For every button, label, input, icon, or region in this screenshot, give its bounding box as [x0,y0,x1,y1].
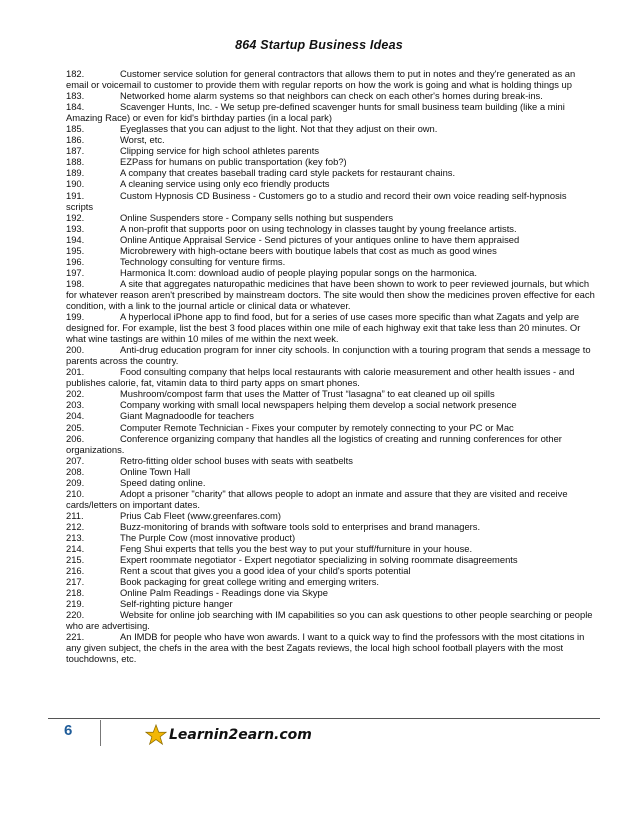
item-text: Company working with small local newspapers helping them develop a social network presence [120,399,517,411]
item-number: 219. [66,598,85,610]
item-number: 192. [66,211,85,223]
list-item [66,433,596,455]
item-text: Technology consulting for venture firms. [120,255,286,267]
item-number: 190. [66,178,85,190]
item-text: Expert roommate negotiator - Expert negotiator specializing in solving roommate disagreements [120,554,518,566]
list-item [66,68,596,90]
list-item [66,190,596,212]
list-item [66,521,596,532]
learnin2earn-logo [145,722,312,748]
list-item [66,90,596,101]
list-item [66,256,596,267]
item-text: A non-profit that supports poor on using technology in classes taught by young freelance artists. [120,222,517,234]
list-item [66,466,596,477]
item-text: Harmonica It.com: download audio of people playing popular songs on the harmonica. [120,266,477,278]
list-item [66,134,596,145]
list-item [66,410,596,421]
item-text: Food consulting company that helps local restaurants with calorie measurement and other health issues - and publishes calorie, fat, vitamin data to third party apps on smart phones. [66,366,575,389]
list-item [66,598,596,609]
item-text: A company that creates baseball trading card style packets for restaurant chains. [120,167,456,179]
page-title: 864 Startup Business Ideas [235,38,403,52]
item-number: 197. [66,266,85,278]
item-number: 209. [66,476,85,488]
item-text: Online Palm Readings - Readings done via Skype [120,587,328,599]
list-item [66,278,596,311]
item-number: 196. [66,255,85,267]
item-text: Eyeglasses that you can adjust to the light. Not that they adjust on their own. [120,123,438,135]
list-item [66,123,596,134]
item-text: Self-righting picture hanger [120,598,233,610]
item-number: 201. [66,366,85,378]
list-item [66,344,596,366]
item-number: 204. [66,410,85,422]
list-item [66,212,596,223]
item-number: 208. [66,465,85,477]
list-item [66,565,596,576]
item-number: 218. [66,587,85,599]
item-text: The Purple Cow (most innovative product) [120,531,296,543]
list-item [66,576,596,587]
item-text: Mushroom/compost farm that uses the Matter of Trust “lasagna” to eat cleaned up oil spills [120,388,495,400]
item-text: Clipping service for high school athletes parents [120,145,320,157]
item-text: Online Town Hall [120,465,191,477]
list-item [66,366,596,388]
item-number: 199. [66,311,85,323]
item-text: A cleaning service using only eco friendly products [120,178,330,190]
page-number: 6 [64,722,73,739]
list-item [66,399,596,410]
item-text: A site that aggregates naturopathic medicines that have been shown to work to peer reviewed journals, but which for whatever reason aren't prescribed by mainstream doctors. The site would then show the medicines proven effective for each condition, with a link to the journal article or clinical data or whatever. [66,277,595,311]
item-text: Microbrewery with high-octane beers with boutique labels that cost as much as good wines [120,244,497,256]
list-item [66,488,596,510]
item-number: 207. [66,454,85,466]
list-item [66,510,596,521]
list-item [66,167,596,178]
item-text: An IMDB for people who have won awards. I want to a quick way to find the professors with the most citations in any given subject, the chefs in the area with the best Zagats reviews, the local high school football players with the most touchdowns, etc. [66,631,585,665]
list-item [66,631,596,664]
item-text: Online Antique Appraisal Service - Send pictures of your antiques online to have them appraised [120,233,520,245]
item-text: EZPass for humans on public transportation (key fob?) [120,156,347,168]
list-item [66,543,596,554]
item-text: Customer service solution for general contractors that allows them to put in notes and they're generated as an email or voicemail to customer to provide them with regular reports on how the work is going and what is holding things up [66,68,576,91]
list-item [66,609,596,631]
item-number: 211. [66,509,84,521]
item-number: 184. [66,101,85,113]
logo-text: Learnin2earn.com [169,727,312,743]
list-item [66,178,596,189]
item-text: Prius Cab Fleet (www.greenfares.com) [120,509,281,521]
list-item [66,101,596,123]
item-number: 200. [66,344,85,356]
item-text: Giant Magnadoodle for teachers [120,410,254,422]
list-item [66,455,596,466]
item-number: 206. [66,432,85,444]
item-number: 202. [66,388,85,400]
item-text: Retro-fitting older school buses with seats with seatbelts [120,454,353,466]
footer-divider [48,718,600,719]
item-number: 186. [66,134,85,146]
item-number: 189. [66,167,85,179]
list-item [66,422,596,433]
item-number: 194. [66,233,85,245]
item-text: Custom Hypnosis CD Business - Customers go to a studio and record their own voice reading self-hypnosis scripts [66,189,567,212]
item-number: 212. [66,520,85,532]
item-text: Networked home alarm systems so that neighbors can check on each other's homes during break-ins. [120,90,543,102]
item-text: Speed dating online. [120,476,206,488]
list-item [66,245,596,256]
list-item [66,156,596,167]
item-text: A hyperlocal iPhone app to find food, but for a series of use cases more specific than what Zagats and yelp are designed for. For example, list the best 3 food places within one mile of each highway exit that take less than 20 minutes. Or what wine tastings are within 10 miles of me within the next week. [66,311,581,345]
item-number: 221. [66,631,85,643]
list-item [66,267,596,278]
list-item [66,145,596,156]
idea-list [66,68,596,665]
item-number: 193. [66,222,85,234]
item-text: Website for online job searching with IM capabilities so you can ask questions to other people searching or people who are advertising. [66,609,593,632]
item-text: Adopt a prisoner "charity" that allows people to adopt an inmate and assure that they are visited and receive cards/letters on important dates. [66,487,568,510]
item-number: 205. [66,421,85,433]
item-number: 215. [66,554,85,566]
item-number: 183. [66,90,85,102]
item-number: 191. [66,189,85,201]
list-item [66,388,596,399]
star-icon [145,724,167,746]
list-item [66,532,596,543]
item-number: 198. [66,277,85,289]
item-text: Computer Remote Technician - Fixes your computer by remotely connecting to your PC or Mac [120,421,514,433]
list-item [66,554,596,565]
list-item [66,587,596,598]
item-text: Worst, etc. [120,134,165,146]
list-item [66,223,596,234]
item-number: 187. [66,145,85,157]
item-text: Buzz-monitoring of brands with software tools sold to enterprises and brand managers. [120,520,481,532]
item-number: 188. [66,156,85,168]
item-number: 195. [66,244,85,256]
item-text: Conference organizing company that handles all the logistics of creating and running conferences for other organizations. [66,432,562,455]
item-number: 185. [66,123,85,135]
item-text: Anti-drug education program for inner city schools. In conjunction with a touring program that sends a message to parents across the country. [66,344,591,367]
item-text: Online Suspenders store - Company sells nothing but suspenders [120,211,394,223]
item-number: 216. [66,565,85,577]
item-number: 210. [66,487,85,499]
item-number: 213. [66,531,85,543]
item-number: 203. [66,399,85,411]
item-text: Feng Shui experts that tells you the best way to put your stuff/furniture in your house. [120,543,473,555]
list-item [66,477,596,488]
item-text: Scavenger Hunts, Inc. - We setup pre-defined scavenger hunts for small business team building (like a mini Amazing Race) or even for kid's birthday parties (in a local park) [66,101,565,124]
list-item [66,311,596,344]
item-text: Book packaging for great college writing and emerging writers. [120,576,379,588]
item-number: 220. [66,609,85,621]
item-text: Rent a scout that gives you a good idea of your child's sports potential [120,565,411,577]
item-number: 214. [66,543,85,555]
item-number: 217. [66,576,85,588]
footer-separator [100,720,101,746]
list-item [66,234,596,245]
item-number: 182. [66,68,85,79]
